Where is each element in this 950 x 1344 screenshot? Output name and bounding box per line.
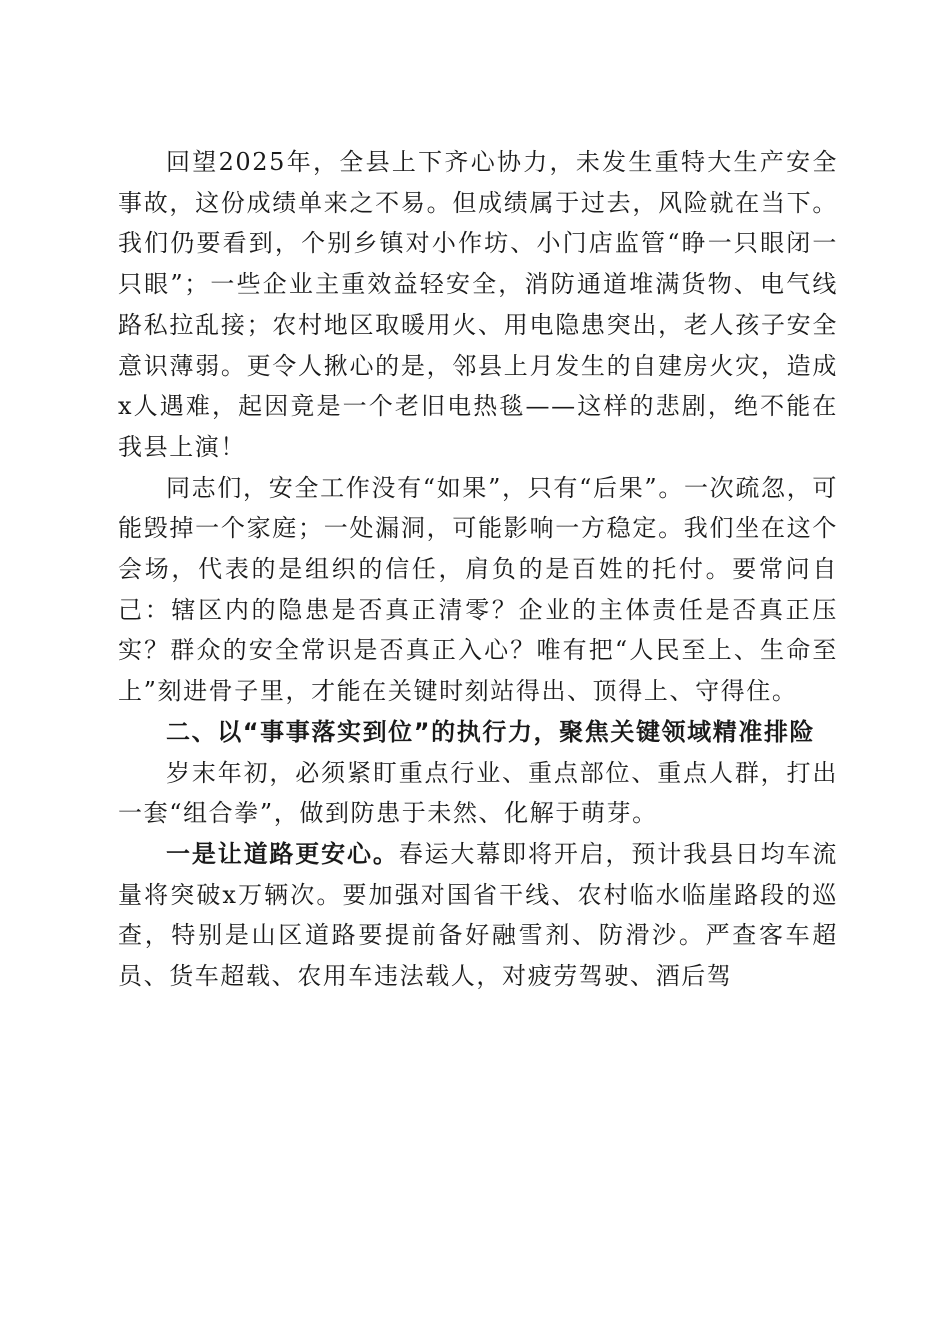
point-one-text: 春运大幕即将开启，预计我县日均车流量将突破x万辆次。要加强对国省干线、农村临水临崖路段的巡查，特别是山区道路要提前备好融雪剂、防滑沙。严查客车超员、货车超载、农用车违法载人，对疲劳驾驶、酒后驾 [118, 839, 838, 991]
paragraph-review-2025: 回望2025年，全县上下齐心协力，未发生重特大生产安全事故，这份成绩单来之不易。但成绩属于过去，风险就在当下。我们仍要看到，个别乡镇对小作坊、小门店监管“睁一只眼闭一只眼”；一些企业主重效益轻安全，消防通道堆满货物、电气线路私拉乱接；农村地区取暖用火、用电隐患突出，老人孩子安全意识薄弱。更令人揪心的是，邻县上月发生的自建房火灾，造成x人遇难，起因竟是一个老旧电热毯——这样的悲剧，绝不能在我县上演！ [118, 148, 838, 461]
point-one-lead: 一是让道路更安心。 [166, 839, 399, 868]
paragraph-point-one [118, 834, 838, 997]
document-body [118, 142, 838, 997]
paragraph-safety-consequences: 同志们，安全工作没有“如果”，只有“后果”。一次疏忽，可能毁掉一个家庭；一处漏洞，可能影响一方稳定。我们坐在这个会场，代表的是组织的信任，肩负的是百姓的托付。要常问自己：辖区内的隐患是否真正清零？企业的主体责任是否真正压实？群众的安全常识是否真正入心？唯有把“人民至上、生命至上”刻进骨子里，才能在关键时刻站得出、顶得上、守得住。 [118, 473, 838, 706]
section-heading: 二、以“事事落实到位”的执行力，聚焦关键领域精准排险 [166, 717, 816, 746]
paragraph-intro: 岁末年初，必须紧盯重点行业、重点部位、重点人群，打出一套“组合拳”，做到防患于未然、化解于萌芽。 [118, 758, 838, 828]
